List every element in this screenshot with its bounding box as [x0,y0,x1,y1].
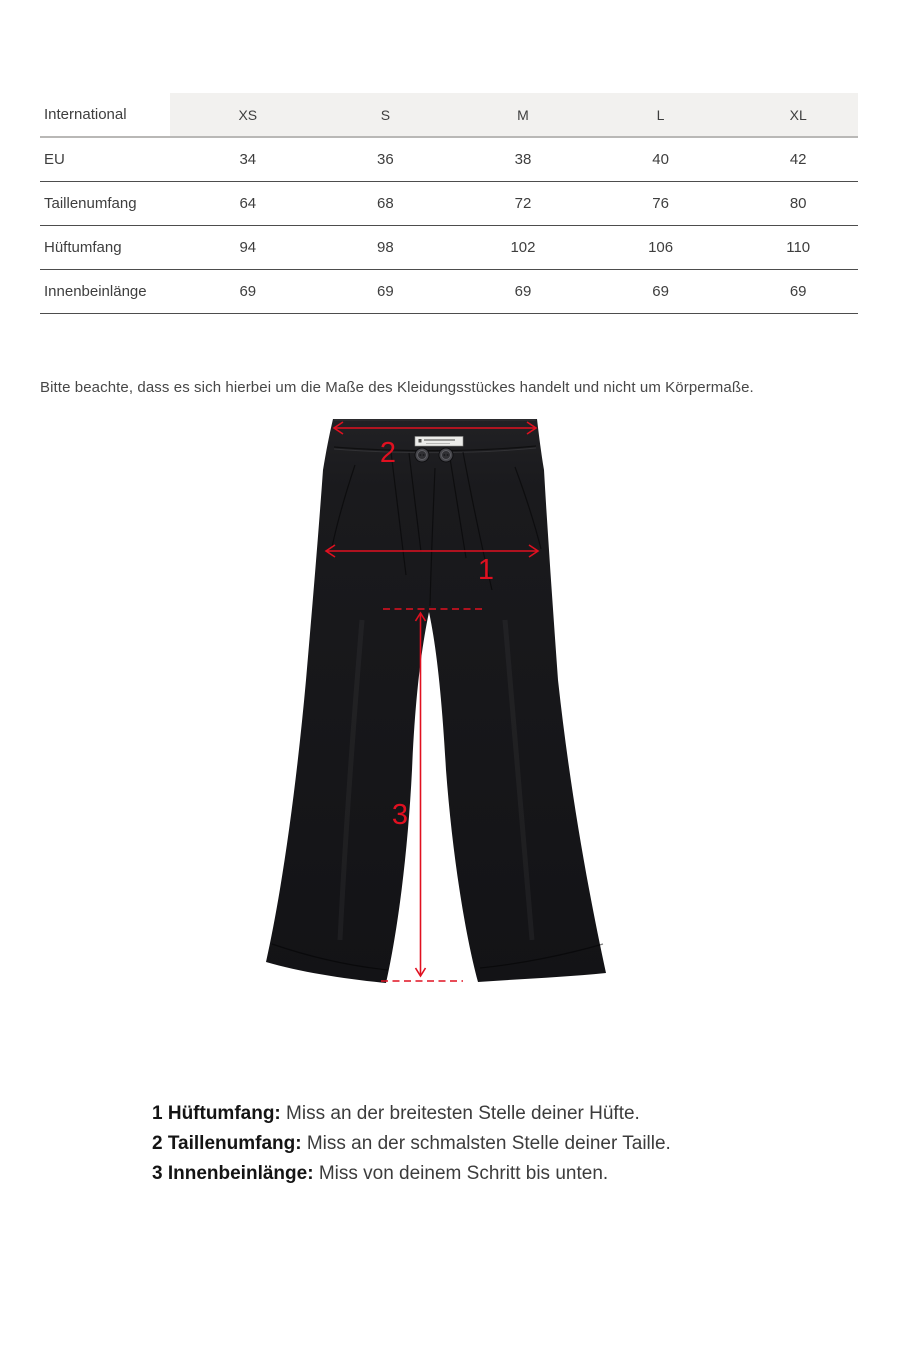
instruction-hip-label: 1 Hüftumfang: [152,1103,281,1124]
row-label: Innenbeinlänge [44,282,147,300]
size-table [40,93,858,314]
table-row-hip [40,225,858,269]
cell-value: 102 [510,238,536,256]
instruction-inseam-label: 3 Innenbeinlänge: [152,1162,314,1184]
row-label: Taillenumfang [44,194,137,212]
size-header-xs: XS [170,93,308,137]
brand-label [415,437,463,447]
cell-value: 76 [652,194,669,212]
table-row-eu [40,137,858,181]
button-left [415,448,429,462]
size-header-l: L [583,93,721,137]
instruction-inseam-text: Miss von deinem Schritt bis unten. [318,1162,609,1184]
size-table-header-row [40,93,858,137]
instruction-hip [152,1099,671,1129]
marker-inseam: 3 [391,799,408,831]
size-header-xl: XL [720,93,858,137]
cell-value: 94 [239,238,257,256]
cell-value: 110 [786,238,811,256]
table-row-inseam [40,269,858,313]
cell-value: 34 [239,150,257,168]
garment-measure-note: Bitte beachte, dass es sich hierbei um die Maße des Kleidungsstückes handelt und nicht um Körpermaße. [40,379,754,396]
instruction-waist [152,1129,671,1159]
row-label: EU [44,150,65,168]
size-header-m: M [445,93,583,137]
cell-value: 36 [377,150,394,168]
table-corner-label: International [40,93,170,137]
cell-value: 80 [789,194,807,212]
cell-value: 69 [377,282,394,300]
marker-hip: 1 [477,554,495,586]
cell-value: 64 [239,194,257,212]
cell-value: 38 [514,150,532,168]
marker-waist: 2 [379,437,397,469]
cell-value: 40 [652,150,669,168]
cell-value: 72 [514,194,532,212]
button-right [439,448,453,462]
table-row-waist [40,181,858,225]
instruction-inseam [152,1159,671,1189]
cell-value: 69 [652,282,669,300]
cell-value: 69 [514,282,532,300]
cell-value: 106 [648,238,674,256]
instruction-waist-text: Miss an der schmalsten Stelle deiner Taille. [306,1132,671,1154]
cell-value: 98 [377,238,394,256]
cell-value: 68 [377,194,394,212]
cell-value: 69 [239,282,257,300]
row-label: Hüftumfang [44,238,122,256]
pants-photo [266,419,606,983]
size-header-s: S [308,93,446,137]
cell-value: 69 [789,282,807,300]
instruction-hip-text: Miss an der breitesten Stelle deiner Hüfte. [286,1103,640,1124]
cell-value: 42 [789,150,807,168]
measuring-instructions [152,1099,671,1188]
pants-figure [240,400,660,1000]
instruction-waist-label: 2 Taillenumfang: [152,1132,302,1154]
